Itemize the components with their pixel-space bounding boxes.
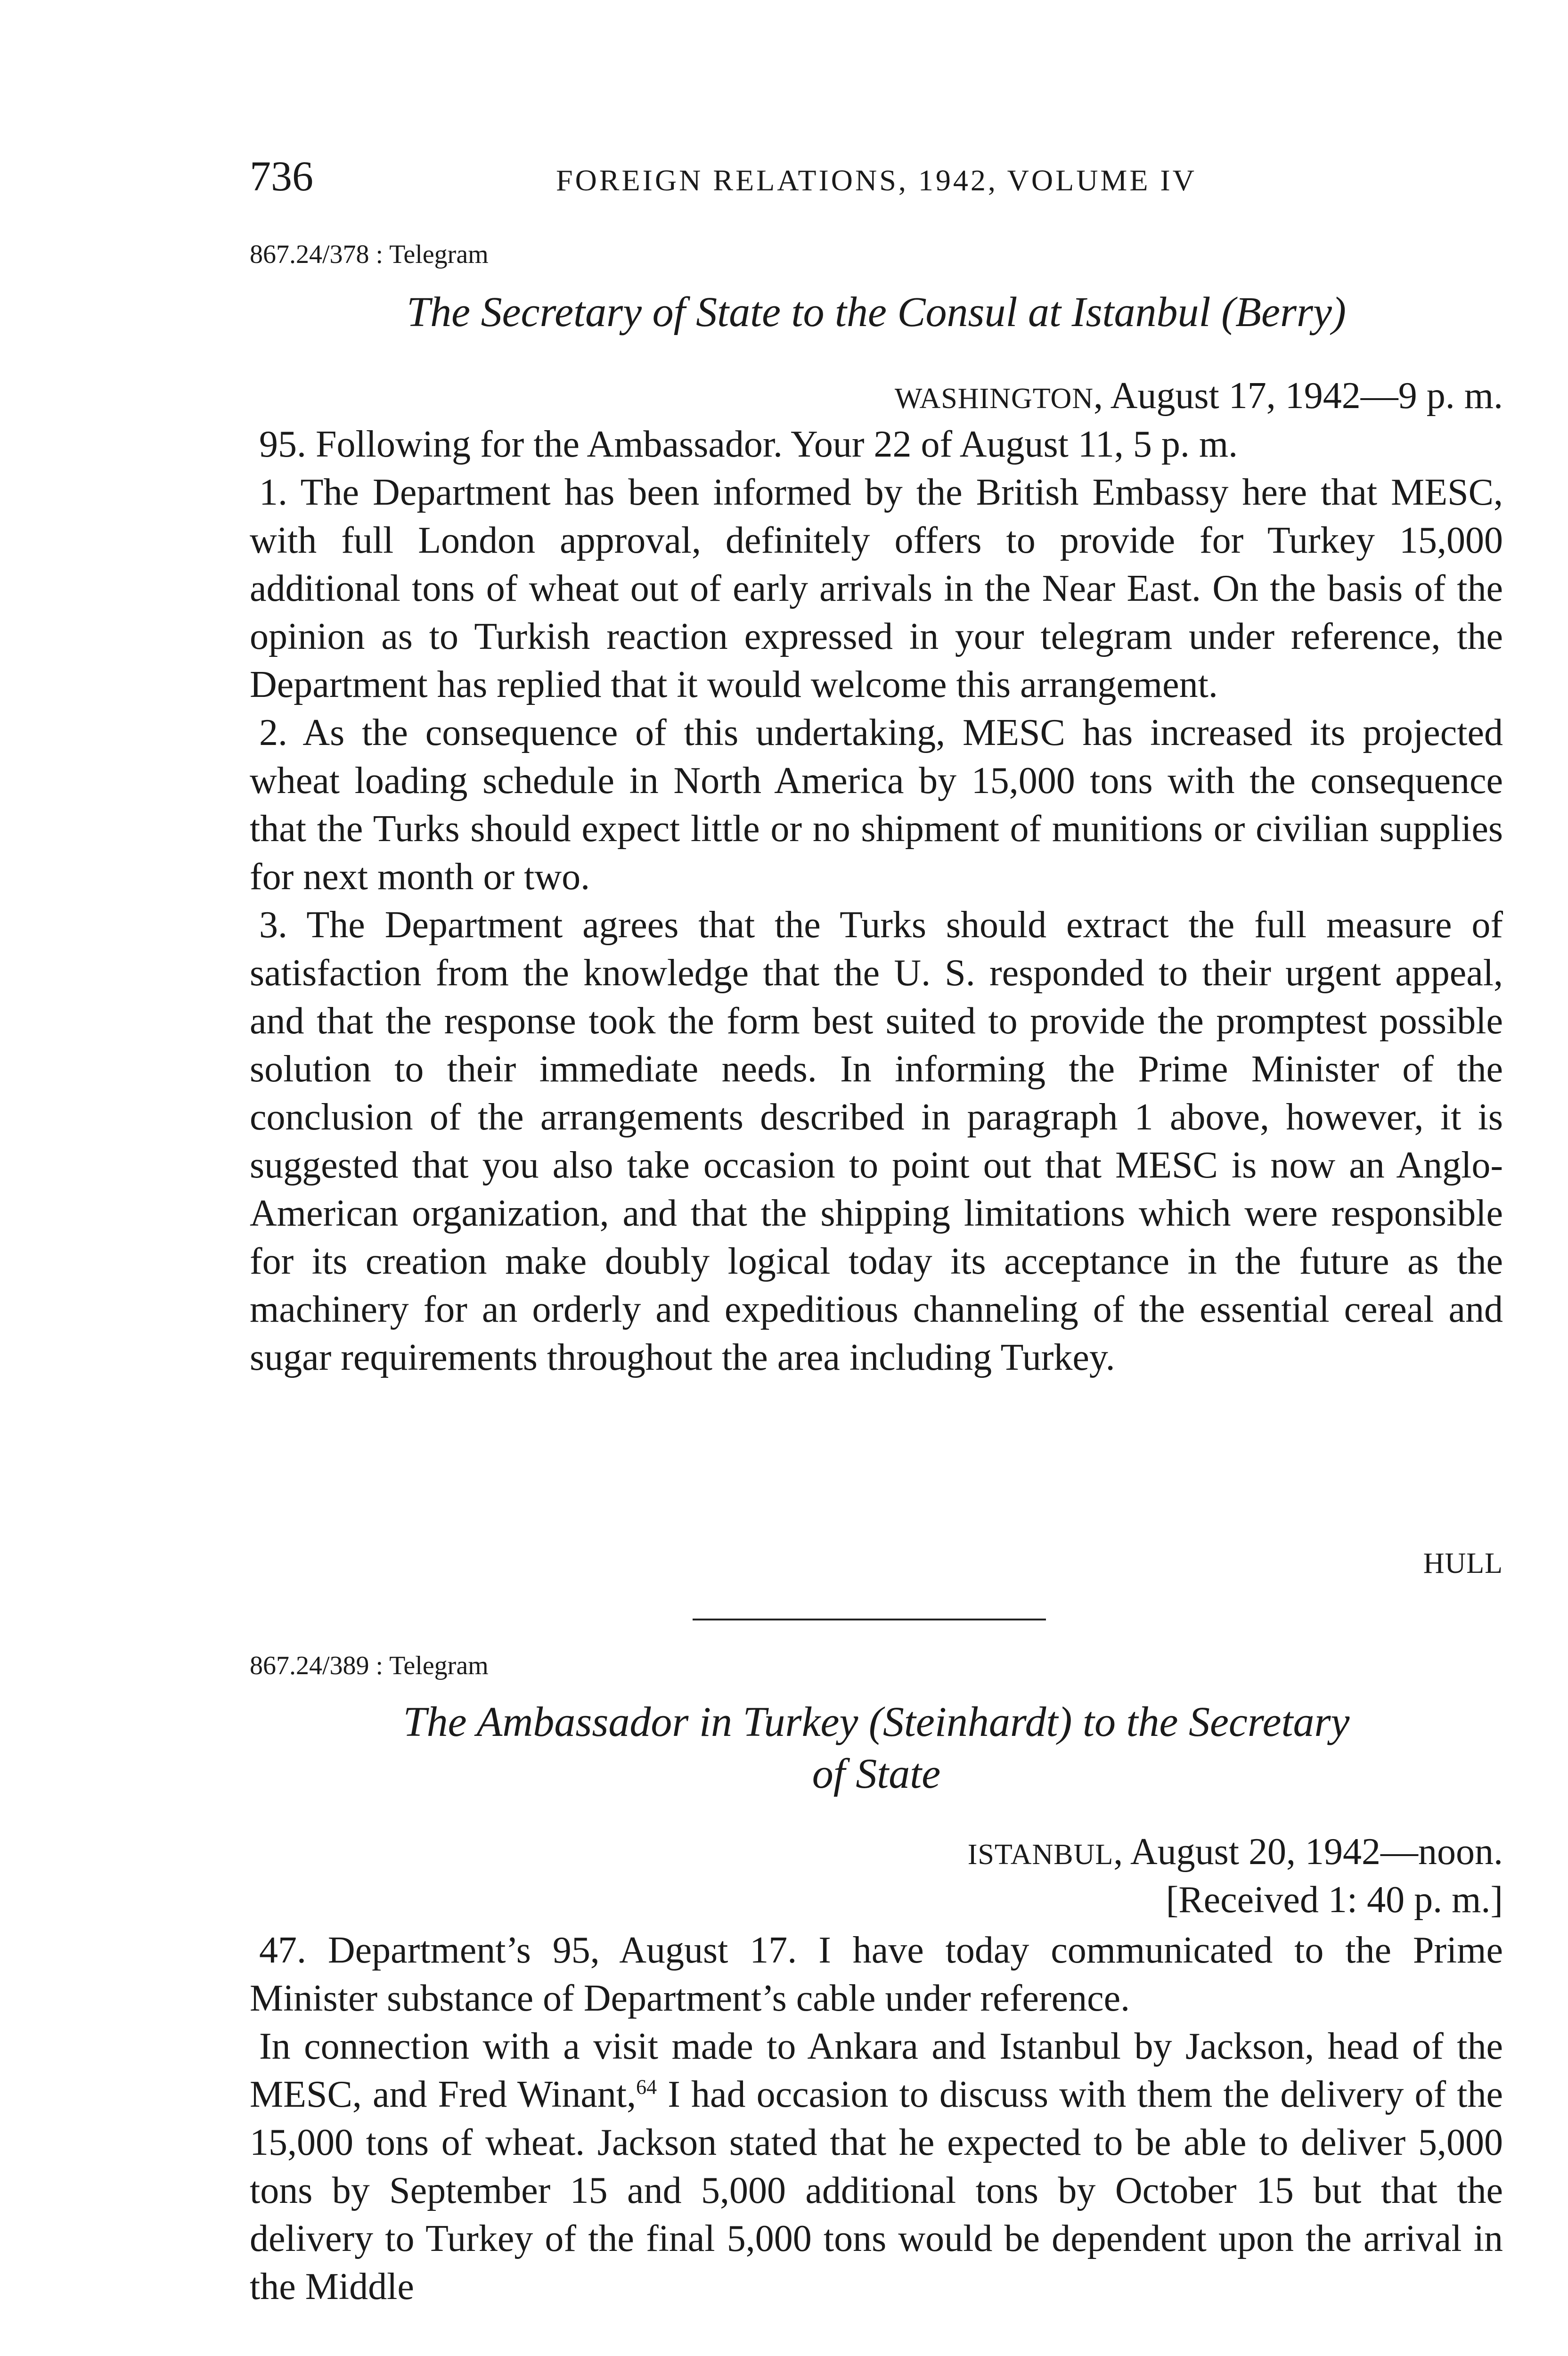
running-head: FOREIGN RELATIONS, 1942, VOLUME IV	[556, 164, 1197, 197]
telegram-body-2	[250, 1926, 1503, 2311]
telegram-body-1	[250, 420, 1503, 1382]
dateline-2	[968, 1828, 1503, 1878]
paragraph	[250, 2022, 1503, 2311]
paragraph-text: In connection with a visit made to Ankara and Istanbul by Jackson, head of the MESC, and Fred Winant,	[250, 2026, 1503, 2115]
paragraph: 2. As the consequence of this undertaking, MESC has increased its projected wheat loading schedule in North America by 15,000 tons with the consequence that the Turks should expect little or no shipment of munitions or civilian supplies for next month or two.	[250, 712, 1503, 898]
file-reference-1: 867.24/378 : Telegram	[250, 240, 489, 269]
paragraph: 3. The Department agrees that the Turks should extract the full measure of satisfaction from the knowledge that the U. S. responded to their urgent appeal, and that the response took the form best suited to provide the promptest possible solution to their immediate needs. In informing the Prime Minister of the conclusion of the arrangements described in paragraph 1 above, however, it is suggested that you also take occasion to point out that MESC is now an Anglo-American organization, and that the shipping limitations which were responsible for its creation make doubly logical today its acceptance in the future as the machinery for an orderly and expeditious channeling of the essential cereal and sugar requirements throughout the area including Turkey.	[250, 904, 1503, 1378]
document-title-1: The Secretary of State to the Consul at Istanbul (Berry)	[407, 289, 1346, 335]
section-divider	[693, 1619, 1046, 1620]
page-header	[250, 151, 1503, 203]
received-note: [Received 1: 40 p. m.]	[1166, 1879, 1503, 1921]
signature-name: HULL	[1423, 1547, 1503, 1579]
dateline-1	[895, 372, 1503, 422]
title-line: of State	[812, 1751, 941, 1797]
document-title-2	[250, 1696, 1503, 1800]
paragraph-text: I had occasion to discuss with them the delivery of the 15,000 tons of wheat. Jackson stated that he expected to be able to deliver 5,000 tons by September 15 and 5,000 additional tons by October 15 but that the delivery to Turkey of the final 5,000 tons would be dependent upon the arrival in the Middle	[250, 2074, 1503, 2307]
paragraph: 95. Following for the Ambassador. Your 22 of August 11, 5 p. m.	[259, 424, 1238, 465]
dateline-date: , August 20, 1942—noon.	[1113, 1831, 1503, 1873]
page-number: 736	[250, 153, 313, 200]
file-reference-2: 867.24/389 : Telegram	[250, 1651, 489, 1680]
dateline-date: , August 17, 1942—9 p. m.	[1094, 375, 1503, 417]
dateline-place: ISTANBUL	[967, 1839, 1114, 1871]
dateline-place: WASHINGTON	[894, 383, 1094, 415]
signature	[1423, 1537, 1503, 1587]
paragraph: 47. Department’s 95, August 17. I have today communicated to the Prime Minister substance of Department’s cable under reference.	[250, 1930, 1503, 2019]
paragraph: 1. The Department has been informed by the British Embassy here that MESC, with full London approval, definitely offers to provide for Turkey 15,000 additional tons of wheat out of early arrivals in the Near East. On the basis of the opinion as to Turkish reaction expressed in your telegram under reference, the Department has replied that it would welcome this arrangement.	[250, 472, 1503, 705]
footnote-reference: 64	[636, 2075, 657, 2099]
title-line: The Ambassador in Turkey (Steinhardt) to the Secretary	[403, 1699, 1350, 1745]
